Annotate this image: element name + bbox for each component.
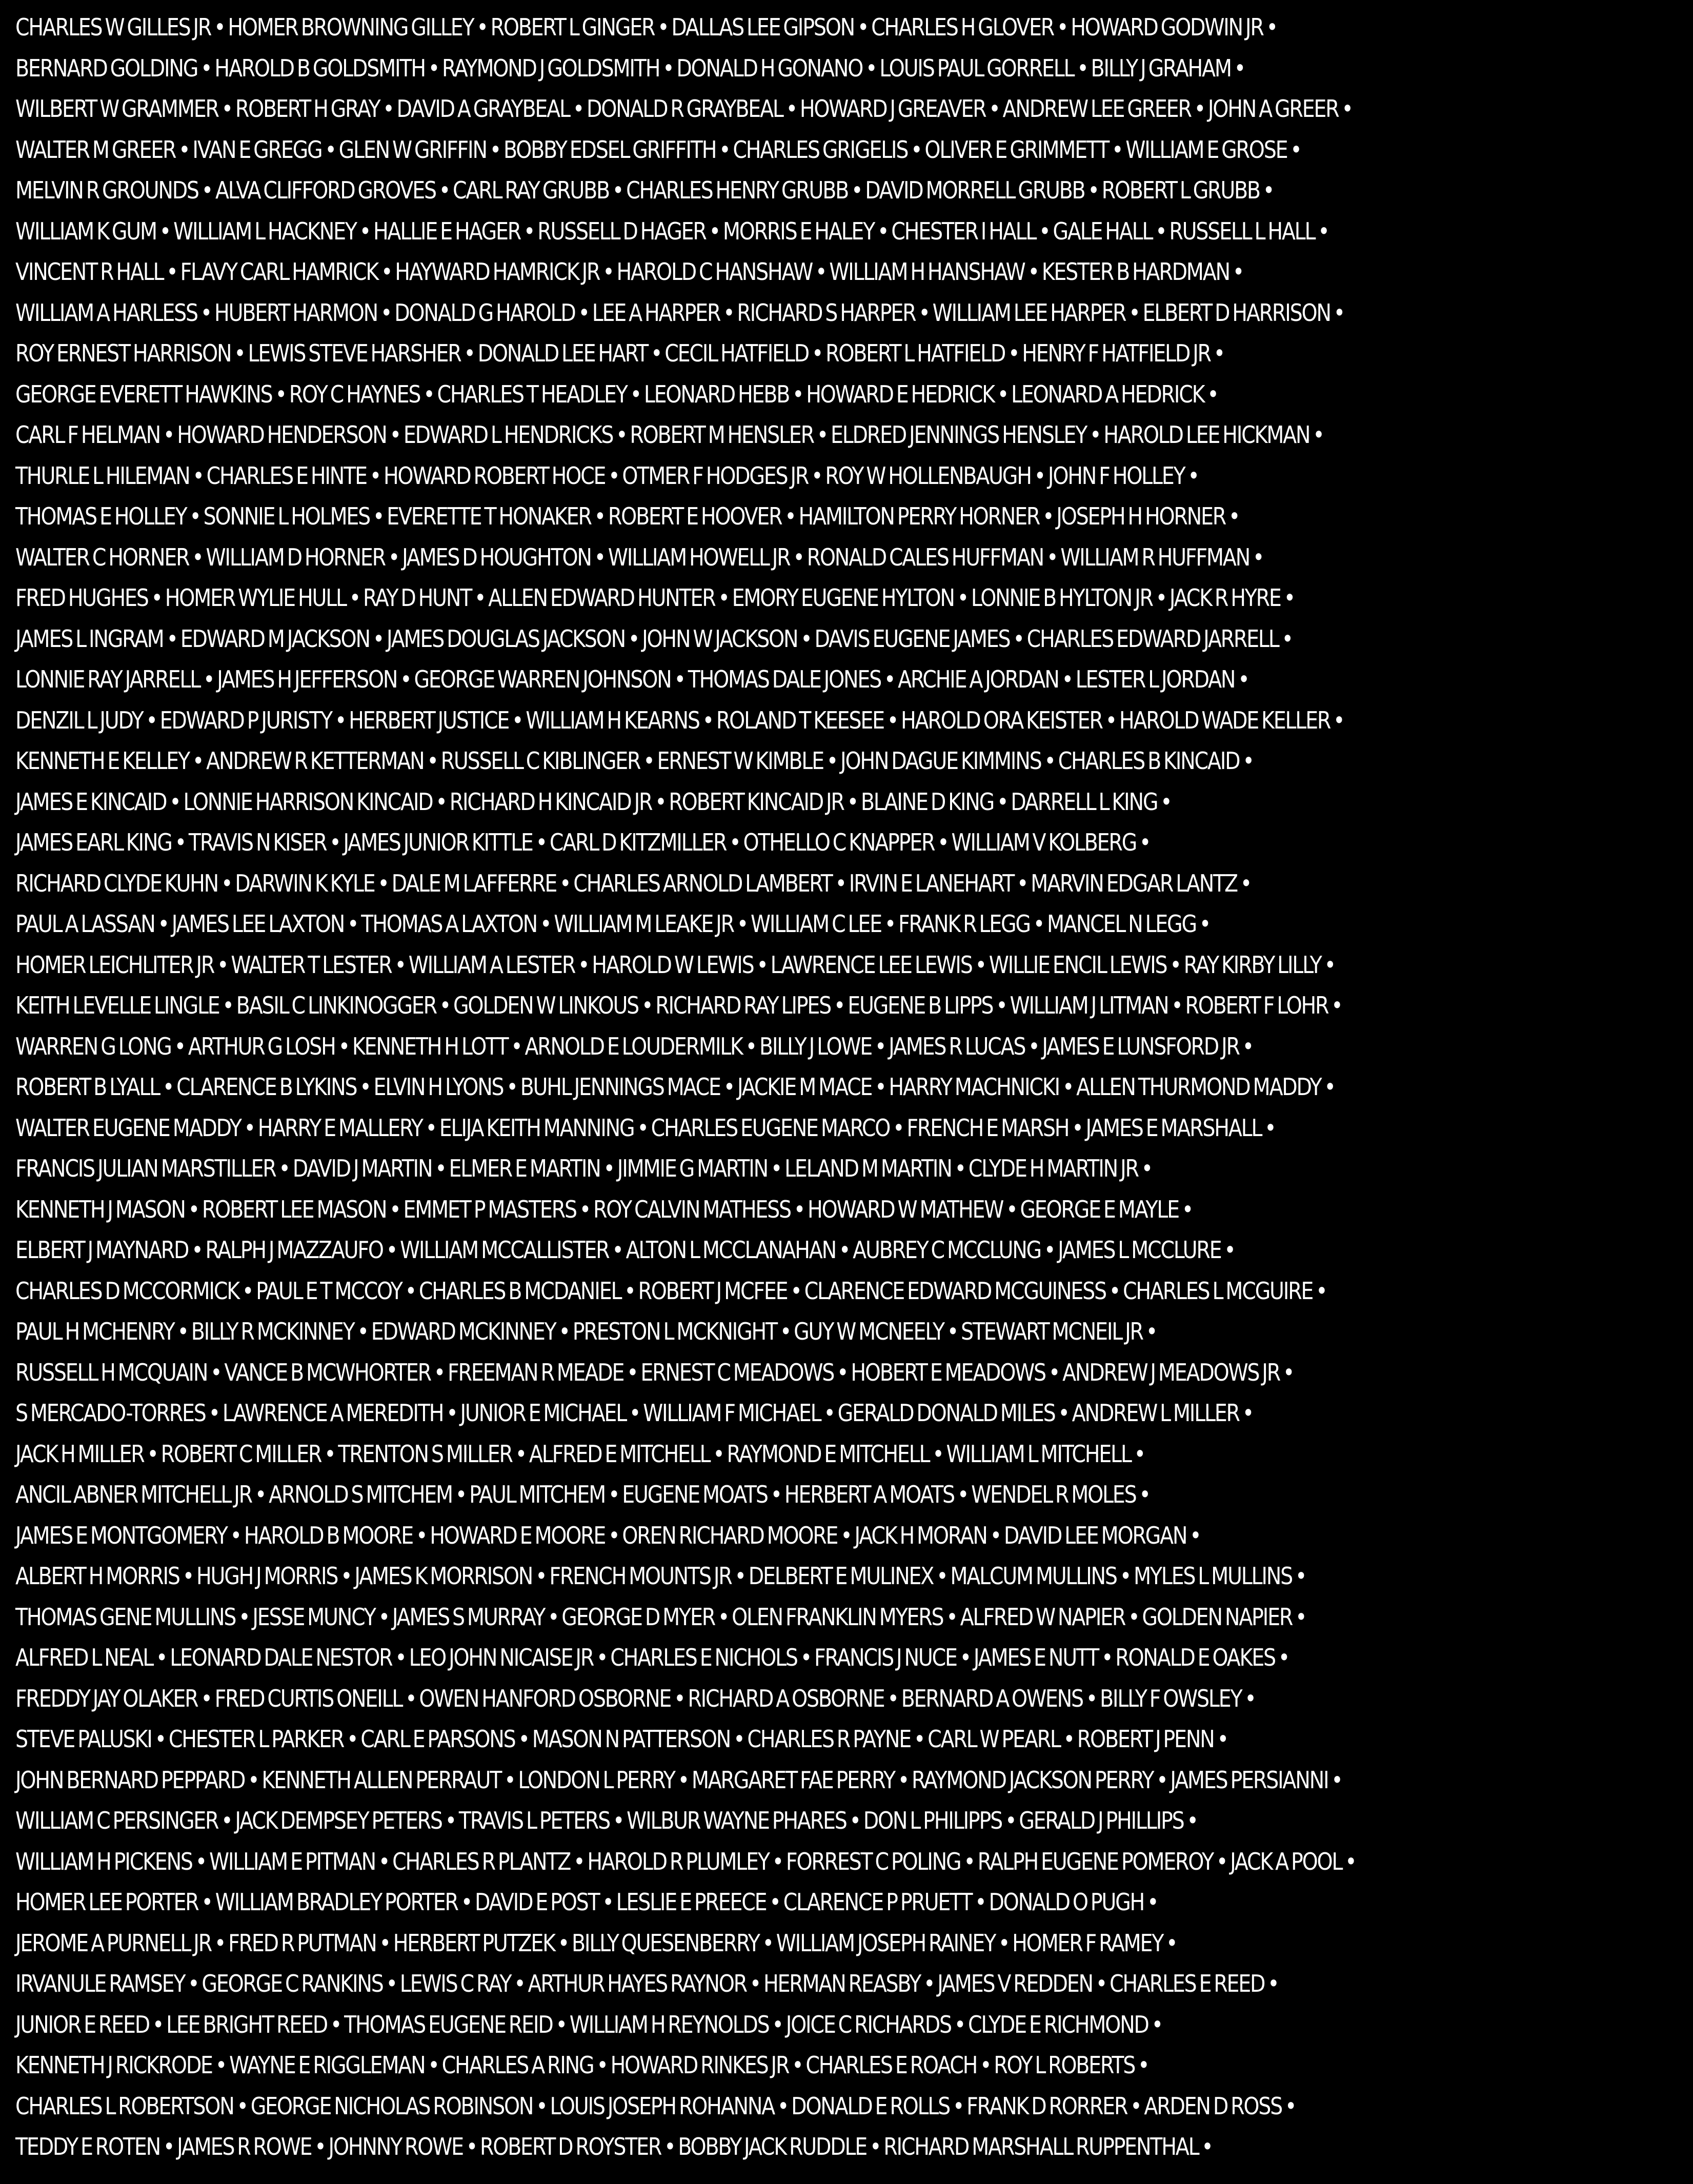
name-line: PAUL H MCHENRY • BILLY R MCKINNEY • EDWARD MCKINNEY • PRESTON L MCKNIGHT • GUY W MCNEELY • STEWART MCNEIL JR • <box>15 1318 1157 1345</box>
name-line: MELVIN R GROUNDS • ALVA CLIFFORD GROVES • CARL RAY GRUBB • CHARLES HENRY GRUBB • DAVID MORRELL GRUBB • ROBERT L GRUBB • <box>15 176 1274 204</box>
name-line: BERNARD GOLDING • HAROLD B GOLDSMITH • RAYMOND J GOLDSMITH • DONALD H GONANO • LOUIS PAUL GORRELL • BILLY J GRAHAM • <box>15 54 1245 82</box>
name-line: WARREN G LONG • ARTHUR G LOSH • KENNETH H LOTT • ARNOLD E LOUDERMILK • BILLY J LOWE • JAMES R LUCAS • JAMES E LUNSFORD JR • <box>15 1032 1253 1060</box>
name-line: STEVE PALUSKI • CHESTER L PARKER • CARL E PARSONS • MASON N PATTERSON • CHARLES R PAYNE • CARL W PEARL • ROBERT J PENN • <box>15 1725 1228 1753</box>
name-line: DENZIL L JUDY • EDWARD P JURISTY • HERBERT JUSTICE • WILLIAM H KEARNS • ROLAND T KEESEE • HAROLD ORA KEISTER • HAROLD WADE KELLER • <box>15 706 1344 734</box>
name-line: CHARLES L ROBERTSON • GEORGE NICHOLAS ROBINSON • LOUIS JOSEPH ROHANNA • DONALD E ROLLS • FRANK D RORRER • ARDEN D ROSS • <box>15 2092 1296 2120</box>
name-line: JACK H MILLER • ROBERT C MILLER • TRENTON S MILLER • ALFRED E MITCHELL • RAYMOND E MITCHELL • WILLIAM L MITCHELL • <box>15 1440 1145 1468</box>
name-line: RICHARD CLYDE KUHN • DARWIN K KYLE • DALE M LAFFERRE • CHARLES ARNOLD LAMBERT • IRVIN E LANEHART • MARVIN EDGAR LANTZ • <box>15 869 1252 897</box>
name-line: JUNIOR E REED • LEE BRIGHT REED • THOMAS EUGENE REID • WILLIAM H REYNOLDS • JOICE C RICHARDS • CLYDE E RICHMOND • <box>15 2010 1162 2038</box>
name-line: ALFRED L NEAL • LEONARD DALE NESTOR • LEO JOHN NICAISE JR • CHARLES E NICHOLS • FRANCIS J NUCE • JAMES E NUTT • RONALD E OAKES • <box>15 1644 1289 1671</box>
name-line: ANCIL ABNER MITCHELL JR • ARNOLD S MITCHEM • PAUL MITCHEM • EUGENE MOATS • HERBERT A MOATS • WENDEL R MOLES • <box>15 1481 1150 1508</box>
name-line: S MERCADO-TORRES • LAWRENCE A MEREDITH • JUNIOR E MICHAEL • WILLIAM F MICHAEL • GERALD DONALD MILES • ANDREW L MILLER • <box>15 1399 1253 1427</box>
name-line: ROY ERNEST HARRISON • LEWIS STEVE HARSHER • DONALD LEE HART • CECIL HATFIELD • ROBERT L HATFIELD • HENRY F HATFIELD JR • <box>15 339 1224 367</box>
name-line: FREDDY JAY OLAKER • FRED CURTIS ONEILL • OWEN HANFORD OSBORNE • RICHARD A OSBORNE • BERNARD A OWENS • BILLY F OWSLEY • <box>15 1684 1256 1712</box>
name-line: ROBERT B LYALL • CLARENCE B LYKINS • ELVIN H LYONS • BUHL JENNINGS MACE • JACKIE M MACE • HARRY MACHNICKI • ALLEN THURMOND MADDY • <box>15 1073 1335 1101</box>
name-line: ELBERT J MAYNARD • RALPH J MAZZAUFO • WILLIAM MCCALLISTER • ALTON L MCCLANAHAN • AUBREY C MCCLUNG • JAMES L MCCLURE • <box>15 1236 1235 1264</box>
name-line: WALTER C HORNER • WILLIAM D HORNER • JAMES D HOUGHTON • WILLIAM HOWELL JR • RONALD CALES HUFFMAN • WILLIAM R HUFFMAN • <box>15 543 1264 571</box>
name-line: VINCENT R HALL • FLAVY CARL HAMRICK • HAYWARD HAMRICK JR • HAROLD C HANSHAW • WILLIAM H HANSHAW • KESTER B HARDMAN • <box>15 258 1244 286</box>
name-line: KEITH LEVELLE LINGLE • BASIL C LINKINOGGER • GOLDEN W LINKOUS • RICHARD RAY LIPES • EUGENE B LIPPS • WILLIAM J LITMAN • ROBERT F LOHR • <box>15 992 1342 1019</box>
name-line: GEORGE EVERETT HAWKINS • ROY C HAYNES • CHARLES T HEADLEY • LEONARD HEBB • HOWARD E HEDRICK • LEONARD A HEDRICK • <box>15 380 1218 408</box>
name-line: JEROME A PURNELL JR • FRED R PUTMAN • HERBERT PUTZEK • BILLY QUESENBERRY • WILLIAM JOSEPH RAINEY • HOMER F RAMEY • <box>15 1929 1177 1957</box>
name-line: WILLIAM C PERSINGER • JACK DEMPSEY PETERS • TRAVIS L PETERS • WILBUR WAYNE PHARES • DON L PHILIPPS • GERALD J PHILLIPS • <box>15 1807 1198 1834</box>
name-line: TEDDY E ROTEN • JAMES R ROWE • JOHNNY ROWE • ROBERT D ROYSTER • BOBBY JACK RUDDLE • RICHARD MARSHALL RUPPENTHAL • <box>15 2133 1213 2160</box>
name-line: THOMAS E HOLLEY • SONNIE L HOLMES • EVERETTE T HONAKER • ROBERT E HOOVER • HAMILTON PERRY HORNER • JOSEPH H HORNER • <box>15 502 1240 530</box>
name-line: WILLIAM H PICKENS • WILLIAM E PITMAN • CHARLES R PLANTZ • HAROLD R PLUMLEY • FORREST C POLING • RALPH EUGENE POMEROY • JACK A POOL • <box>15 1847 1356 1875</box>
name-line: CHARLES W GILLES JR • HOMER BROWNING GILLEY • ROBERT L GINGER • DALLAS LEE GIPSON • CHARLES H GLOVER • HOWARD GODWIN JR • <box>15 13 1277 41</box>
name-line: JAMES EARL KING • TRAVIS N KISER • JAMES JUNIOR KITTLE • CARL D KITZMILLER • OTHELLO C KNAPPER • WILLIAM V KOLBERG • <box>15 828 1151 856</box>
name-line: FRED HUGHES • HOMER WYLIE HULL • RAY D HUNT • ALLEN EDWARD HUNTER • EMORY EUGENE HYLTON • LONNIE B HYLTON JR • JACK R HYRE • <box>15 584 1295 612</box>
name-line: JOHN BERNARD PEPPARD • KENNETH ALLEN PERRAUT • LONDON L PERRY • MARGARET FAE PERRY • RAYMOND JACKSON PERRY • JAMES PERSIANNI • <box>15 1766 1342 1794</box>
name-line: PAUL A LASSAN • JAMES LEE LAXTON • THOMAS A LAXTON • WILLIAM M LEAKE JR • WILLIAM C LEE • FRANK R LEGG • MANCEL N LEGG • <box>15 910 1211 938</box>
name-line: JAMES E MONTGOMERY • HAROLD B MOORE • HOWARD E MOORE • OREN RICHARD MOORE • JACK H MORAN • DAVID LEE MORGAN • <box>15 1521 1201 1549</box>
name-line: WALTER M GREER • IVAN E GREGG • GLEN W GRIFFIN • BOBBY EDSEL GRIFFITH • CHARLES GRIGELIS • OLIVER E GRIMMETT • WILLIAM E GROSE • <box>15 135 1301 164</box>
name-line: WILBERT W GRAMMER • ROBERT H GRAY • DAVID A GRAYBEAL • DONALD R GRAYBEAL • HOWARD J GREAVER • ANDREW LEE GREER • JOHN A GREER • <box>15 95 1353 123</box>
name-line: CARL F HELMAN • HOWARD HENDERSON • EDWARD L HENDRICKS • ROBERT M HENSLER • ELDRED JENNINGS HENSLEY • HAROLD LEE HICKMAN • <box>15 421 1324 449</box>
name-line: KENNETH J RICKRODE • WAYNE E RIGGLEMAN • CHARLES A RING • HOWARD RINKES JR • CHARLES E ROACH • ROY L ROBERTS • <box>15 2051 1149 2079</box>
name-line: JAMES E KINCAID • LONNIE HARRISON KINCAID • RICHARD H KINCAID JR • ROBERT KINCAID JR • BLAINE D KING • DARRELL L KING • <box>15 787 1172 816</box>
name-line: JAMES L INGRAM • EDWARD M JACKSON • JAMES DOUGLAS JACKSON • JOHN W JACKSON • DAVIS EUGENE JAMES • CHARLES EDWARD JARRELL • <box>15 624 1293 653</box>
name-line: FRANCIS JULIAN MARSTILLER • DAVID J MARTIN • ELMER E MARTIN • JIMMIE G MARTIN • LELAND M MARTIN • CLYDE H MARTIN JR • <box>15 1155 1152 1182</box>
name-line: WALTER EUGENE MADDY • HARRY E MALLERY • ELIJA KEITH MANNING • CHARLES EUGENE MARCO • FRENCH E MARSH • JAMES E MARSHALL • <box>15 1114 1276 1142</box>
name-line: CHARLES D MCCORMICK • PAUL E T MCCOY • CHARLES B MCDANIEL • ROBERT J MCFEE • CLARENCE EDWARD MCGUINESS • CHARLES L MCGUIRE • <box>15 1277 1327 1305</box>
name-line: WILLIAM A HARLESS • HUBERT HARMON • DONALD G HAROLD • LEE A HARPER • RICHARD S HARPER • WILLIAM LEE HARPER • ELBERT D HARRISON • <box>15 298 1344 327</box>
name-line: LONNIE RAY JARRELL • JAMES H JEFFERSON • GEORGE WARREN JOHNSON • THOMAS DALE JONES • ARCHIE A JORDAN • LESTER L JORDAN • <box>15 665 1249 693</box>
name-line: ALBERT H MORRIS • HUGH J MORRIS • JAMES K MORRISON • FRENCH MOUNTS JR • DELBERT E MULINEX • MALCUM MULLINS • MYLES L MULLINS • <box>15 1562 1306 1590</box>
name-line: KENNETH J MASON • ROBERT LEE MASON • EMMET P MASTERS • ROY CALVIN MATHESS • HOWARD W MATHEW • GEORGE E MAYLE • <box>15 1195 1193 1223</box>
name-line: THURLE L HILEMAN • CHARLES E HINTE • HOWARD ROBERT HOCE • OTMER F HODGES JR • ROY W HOLLENBAUGH • JOHN F HOLLEY • <box>15 461 1199 490</box>
name-line: RUSSELL H MCQUAIN • VANCE B MCWHORTER • FREEMAN R MEADE • ERNEST C MEADOWS • HOBERT E MEADOWS • ANDREW J MEADOWS JR • <box>15 1358 1294 1386</box>
name-line: WILLIAM K GUM • WILLIAM L HACKNEY • HALLIE E HAGER • RUSSELL D HAGER • MORRIS E HALEY • CHESTER I HALL • GALE HALL • RUSSELL L HALL • <box>15 217 1329 245</box>
name-line: IRVANULE RAMSEY • GEORGE C RANKINS • LEWIS C RAY • ARTHUR HAYES RAYNOR • HERMAN REASBY • JAMES V REDDEN • CHARLES E REED • <box>15 1970 1279 1997</box>
name-line: THOMAS GENE MULLINS • JESSE MUNCY • JAMES S MURRAY • GEORGE D MYER • OLEN FRANKLIN MYERS • ALFRED W NAPIER • GOLDEN NAPIER • <box>15 1603 1306 1631</box>
name-line: KENNETH E KELLEY • ANDREW R KETTERMAN • RUSSELL C KIBLINGER • ERNEST W KIMBLE • JOHN DAGUE KIMMINS • CHARLES B KINCAID • <box>15 747 1254 775</box>
name-line: HOMER LEE PORTER • WILLIAM BRADLEY PORTER • DAVID E POST • LESLIE E PREECE • CLARENCE P PRUETT • DONALD O PUGH • <box>15 1888 1158 1916</box>
name-line: HOMER LEICHLITER JR • WALTER T LESTER • WILLIAM A LESTER • HAROLD W LEWIS • LAWRENCE LEE LEWIS • WILLIE ENCIL LEWIS • RAY KIRBY LILLY • <box>15 951 1335 979</box>
